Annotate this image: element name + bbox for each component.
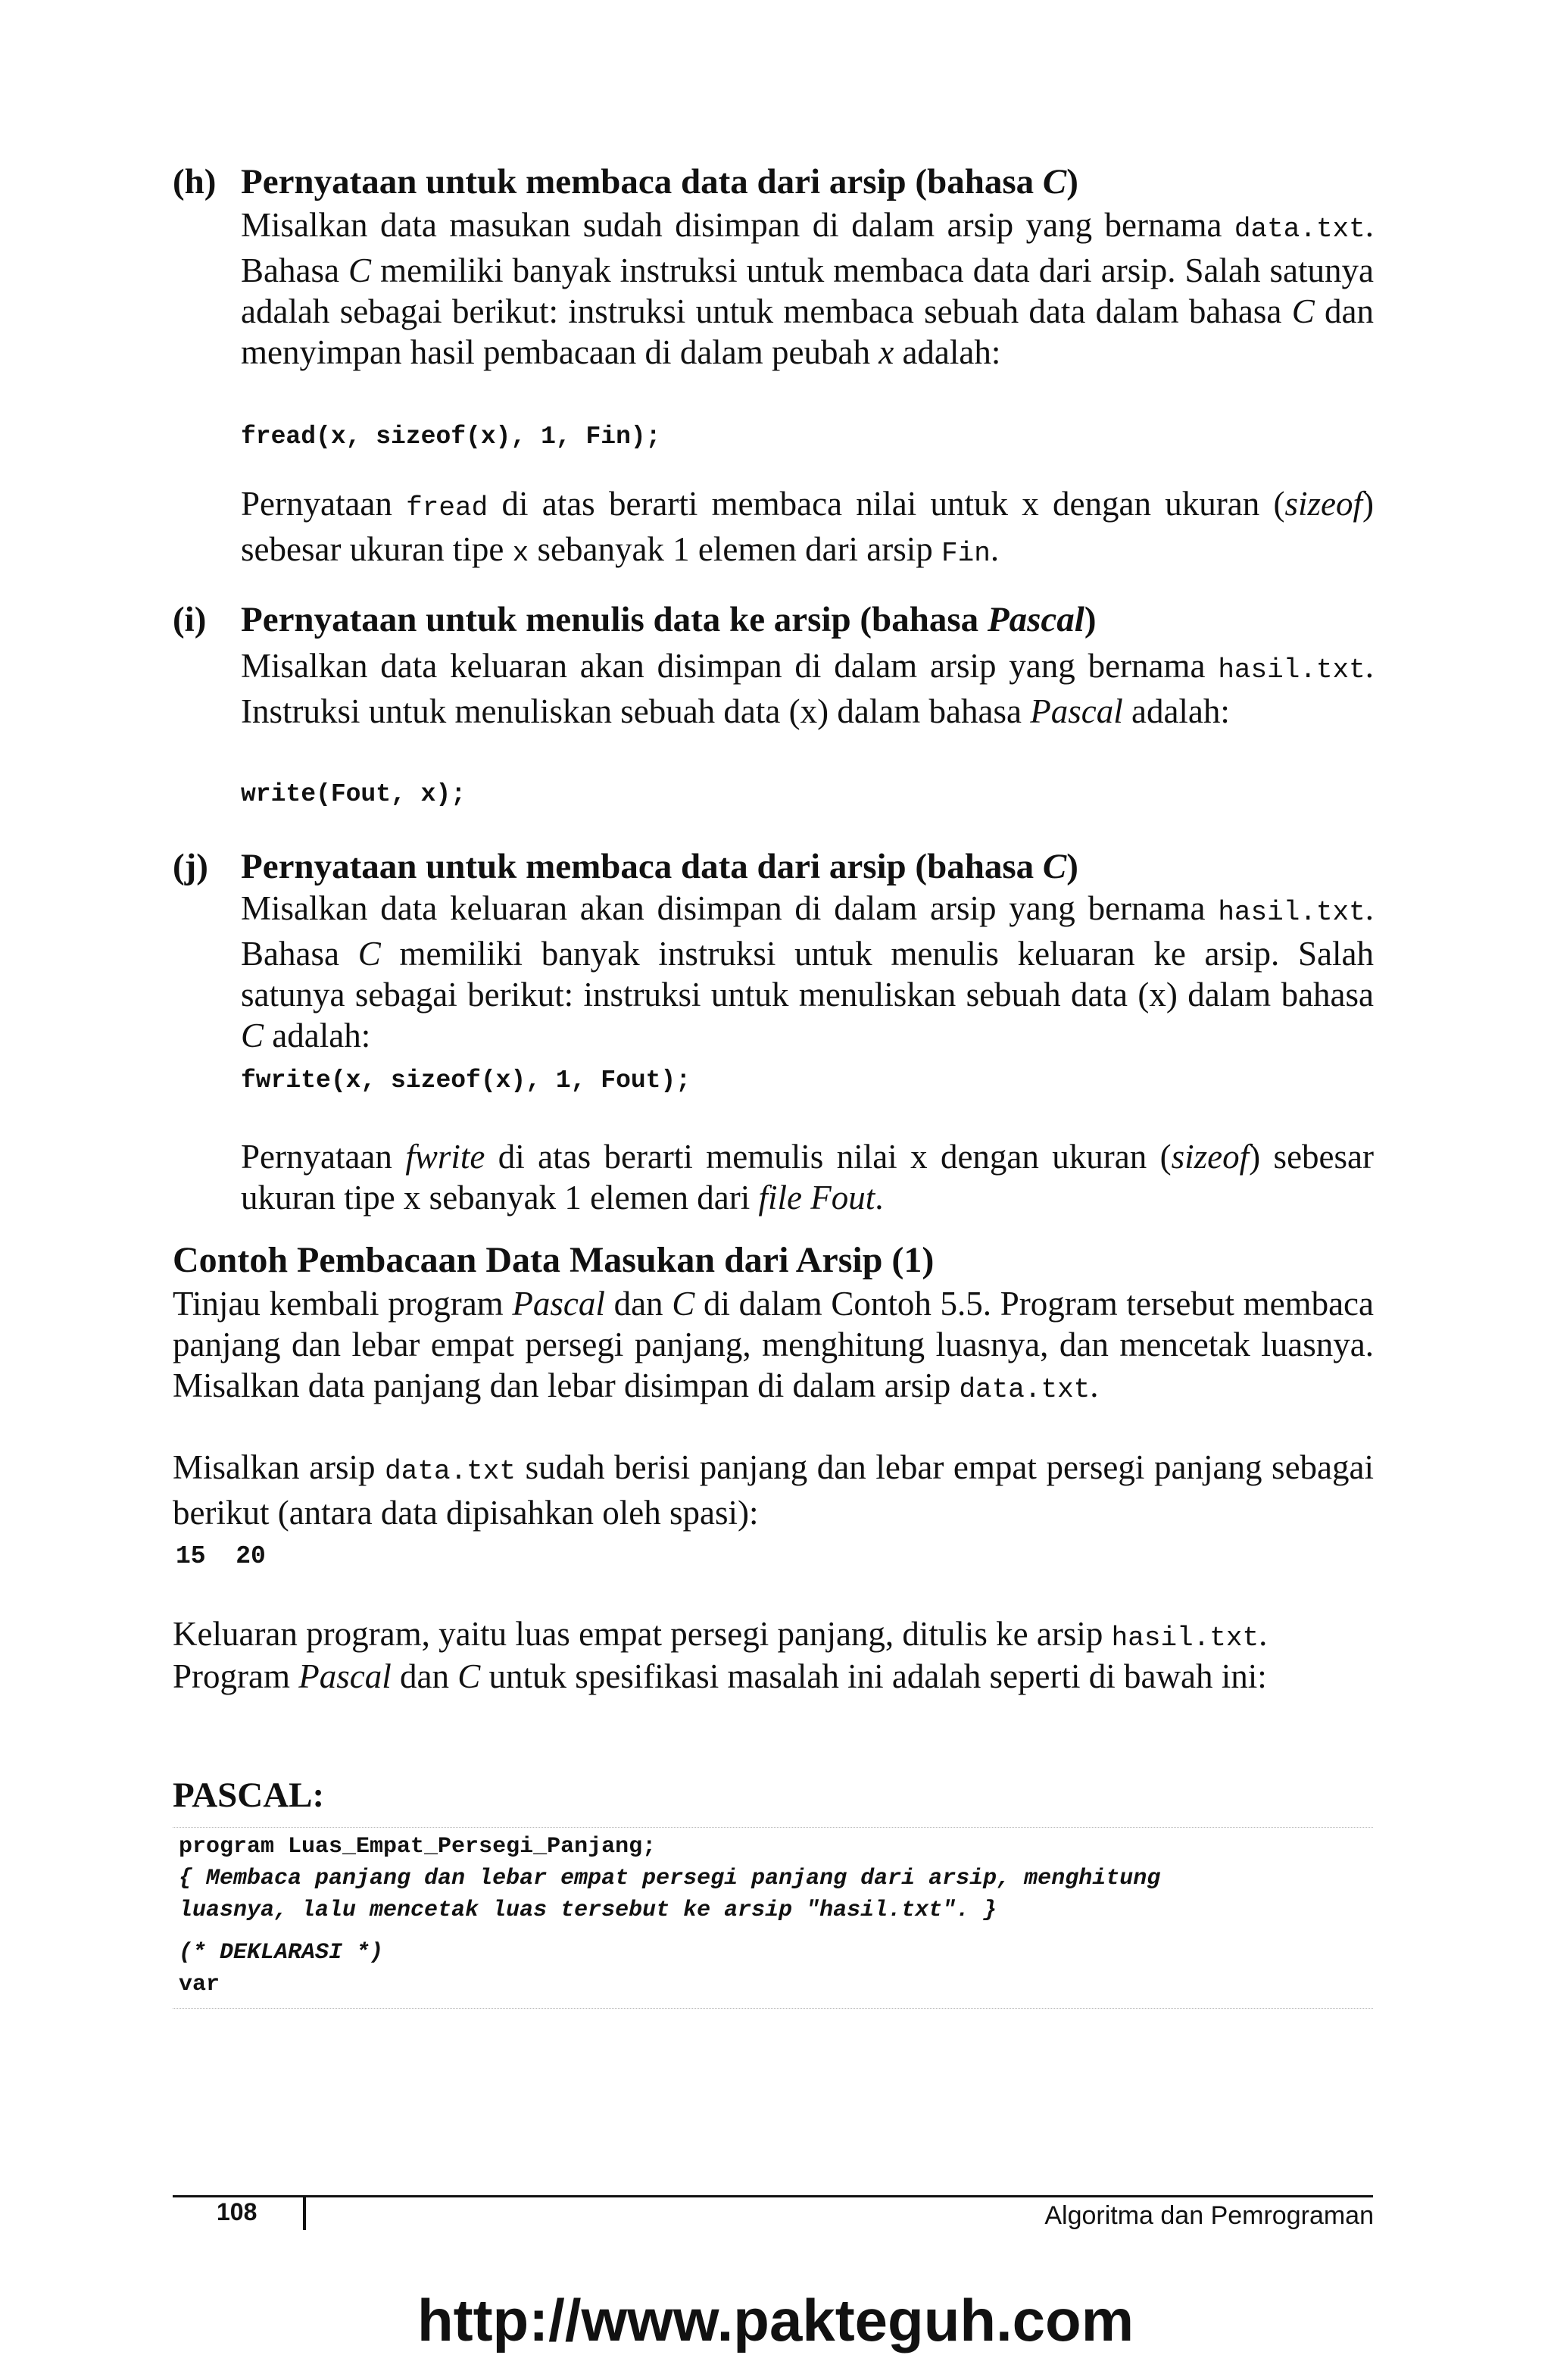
section-j-p2-b: di atas berarti memulis nilai x dengan ukuran ( [485, 1138, 1172, 1176]
section-j-p1-file: hasil.txt [1218, 897, 1365, 928]
example-p3-b: . [1259, 1615, 1268, 1653]
section-i-p1-a: Misalkan data keluaran akan disimpan di dalam arsip yang bernama [241, 647, 1219, 685]
example-p4-pascal: Pascal [298, 1657, 392, 1695]
section-i-heading-text: Pernyataan untuk menulis data ke arsip (bahasa [241, 600, 988, 639]
example-p4-b: dan [391, 1657, 458, 1695]
example-p1-c: di dalam Contoh 5.5. Program tersebut membaca panjang dan lebar empat persegi panjang, menghitung luasnya, dan mencetak luasnya. Misalkan data panjang dan lebar disimpan di dalam arsip [173, 1285, 1374, 1404]
section-h-p1-var: x [878, 333, 894, 371]
example-p2-a: Misalkan arsip [173, 1448, 385, 1486]
example-p4-d: untuk spesifikasi masalah ini adalah seperti di bawah ini: [480, 1657, 1267, 1695]
section-h-paragraph-2 [241, 483, 1374, 574]
section-h-p2-e: . [990, 530, 1000, 568]
section-h-code: fread(x, sizeof(x), 1, Fin); [241, 423, 661, 451]
section-j-paragraph-2 [241, 1136, 1374, 1218]
section-h-heading-close: ) [1066, 162, 1078, 201]
section-h-p2-d: sebanyak 1 elemen dari arsip [529, 530, 942, 568]
section-j-p2-a: Pernyataan [241, 1138, 406, 1176]
section-h-p1-lang: C [348, 251, 372, 289]
watermark-url[interactable]: http://www.pakteguh.com [417, 2287, 1134, 2353]
section-j-p2-d: . [875, 1179, 884, 1217]
section-j-heading-lang: C [1042, 847, 1067, 886]
section-j-p1-a: Misalkan data keluaran akan disimpan di dalam arsip yang bernama [241, 889, 1219, 927]
example-p1-a: Tinjau kembali program [173, 1285, 513, 1323]
footer-rule [173, 2195, 1373, 2197]
section-h-p1-c: memiliki banyak instruksi untuk membaca data dari arsip. Salah satunya adalah sebagai berikut: instruksi untuk membaca sebuah data dalam bahasa [241, 251, 1375, 330]
section-j-p1-lang2: C [241, 1017, 264, 1054]
example-p3-file: hasil.txt [1111, 1623, 1259, 1654]
footer-divider [303, 2195, 306, 2230]
example-p4-c: C [457, 1657, 481, 1695]
example-heading: Contoh Pembacaan Data Masukan dari Arsip (1) [173, 1240, 935, 1280]
example-p2-file: data.txt [385, 1456, 516, 1487]
example-paragraph-1 [173, 1283, 1374, 1410]
section-h-heading [173, 161, 1384, 203]
section-j-paragraph-1 [241, 888, 1374, 1056]
section-h-p1-d: dan menyimpan hasil pembacaan di dalam peubah [241, 292, 1374, 371]
example-paragraph-3 [173, 1613, 1374, 1659]
example-p1-c-lang: C [672, 1285, 695, 1323]
pascal-line-var: var [179, 1972, 220, 1997]
section-j-p2-sizeof: sizeof [1171, 1138, 1250, 1176]
example-paragraph-2 [173, 1447, 1374, 1533]
section-j-p2-c: ) sebesar ukuran tipe x sebanyak 1 elemen dari [241, 1138, 1374, 1217]
section-j-p1-lang: C [357, 935, 381, 973]
section-j-heading-close: ) [1066, 847, 1078, 886]
section-h-p1-b: . Bahasa [241, 206, 1374, 289]
section-h-p1-lang2: C [1291, 292, 1315, 330]
section-i-heading [173, 598, 1384, 641]
section-h-p2-sizeof: sizeof [1284, 485, 1362, 523]
section-i-p1-lang: Pascal [1030, 692, 1123, 730]
pascal-code-block [173, 1827, 1373, 2009]
example-p1-file: data.txt [959, 1374, 1091, 1405]
example-p2-b: sudah berisi panjang dan lebar empat persegi panjang sebagai berikut (antara data dipisahkan oleh spasi): [173, 1448, 1374, 1532]
section-h-marker: (h) [173, 162, 217, 201]
section-h-heading-text: Pernyataan untuk membaca data dari arsip (bahasa [241, 162, 1043, 201]
example-paragraph-4 [173, 1656, 1374, 1697]
section-h-p2-keyword: fread [406, 492, 488, 523]
section-i-paragraph-1 [241, 645, 1374, 732]
example-p1-pascal: Pascal [512, 1285, 605, 1323]
section-i-p1-b: . Instruksi untuk menuliskan sebuah data (x) dalam bahasa [241, 647, 1374, 730]
section-i-p1-c: adalah: [1122, 692, 1230, 730]
section-j-code: fwrite(x, sizeof(x), 1, Fout); [241, 1067, 691, 1095]
section-j-p1-c: memiliki banyak instruksi untuk menulis keluaran ke arsip. Salah satunya sebagai berikut: instruksi untuk menuliskan sebuah data (x) dalam bahasa [241, 935, 1374, 1014]
section-i-heading-close: ) [1084, 600, 1097, 639]
pascal-line-comment-2: luasnya, lalu mencetak luas tersebut ke arsip "hasil.txt". } [179, 1897, 997, 1923]
section-h-p1-a: Misalkan data masukan sudah disimpan di dalam arsip yang bernama [241, 206, 1234, 244]
example-p3-a: Keluaran program, yaitu luas empat persegi panjang, ditulis ke arsip [173, 1615, 1112, 1653]
section-i-heading-lang: Pascal [987, 600, 1084, 639]
pascal-line-comment-1: { Membaca panjang dan lebar empat persegi panjang dari arsip, menghitung [179, 1866, 1161, 1891]
book-title: Algoritma dan Pemrograman [1044, 2201, 1374, 2230]
section-h-p1-file: data.txt [1234, 214, 1365, 245]
example-p1-b: dan [604, 1285, 673, 1323]
section-h-p2-c: ) sebesar ukuran tipe [241, 485, 1374, 568]
section-i-code: write(Fout, x); [241, 780, 467, 808]
section-j-heading [173, 845, 1384, 888]
section-h-p2-a: Pernyataan [241, 485, 407, 523]
pascal-label: PASCAL: [173, 1776, 325, 1815]
example-data-line: 15 20 [176, 1542, 266, 1570]
section-j-p2-file: file Fout [758, 1179, 875, 1217]
page-number: 108 [217, 2198, 257, 2225]
section-h-paragraph-1 [241, 205, 1374, 373]
section-h-p2-b: di atas berarti membaca nilai untuk x dengan ukuran ( [488, 485, 1285, 523]
section-j-marker: (j) [173, 847, 208, 886]
pascal-line-deklarasi: (* DEKLARASI *) [179, 1940, 384, 1966]
pascal-line-program: program Luas_Empat_Persegi_Panjang; [179, 1834, 657, 1860]
section-j-p2-keyword: fwrite [405, 1138, 485, 1176]
section-j-p1-d: adalah: [264, 1017, 371, 1054]
section-h-p1-e: adalah: [894, 333, 1001, 371]
section-h-p2-fin: Fin [941, 538, 991, 569]
section-h-heading-lang: C [1042, 162, 1067, 201]
section-i-marker: (i) [173, 600, 207, 639]
section-j-p1-b: . Bahasa [241, 889, 1374, 973]
section-j-heading-text: Pernyataan untuk membaca data dari arsip (bahasa [241, 847, 1043, 886]
section-i-p1-file: hasil.txt [1218, 654, 1365, 686]
example-p4-a: Program [173, 1657, 299, 1695]
example-p1-d: . [1090, 1366, 1099, 1404]
section-h-p2-x: x [512, 538, 529, 569]
